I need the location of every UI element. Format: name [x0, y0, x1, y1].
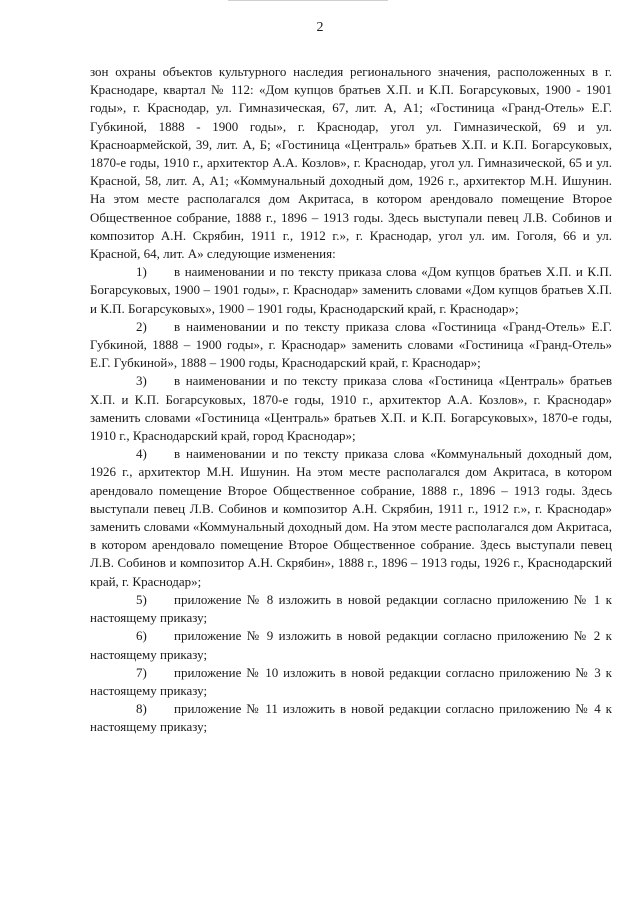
list-item: [90, 318, 612, 373]
list-item-text: приложение № 10 изложить в новой редакции согласно приложению № 3 к настоящему приказу;: [90, 664, 612, 698]
list-item-text: в наименовании и по тексту приказа слова «Гостиница «Гранд-Отель» Е.Г. Губкиной, 1888 – 1900 годы», г. Краснодар» заменить словами «Гостиница «Гранд-Отель» Е.Г. Губкиной», 1888 – 1900 годы, Краснодарский край, г. Краснодар»;: [90, 318, 612, 371]
list-item: [90, 700, 612, 736]
list-item-number: 6): [136, 628, 147, 644]
list-item-number: 1): [136, 264, 147, 280]
list-item-number: 2): [136, 318, 147, 334]
list-item-number: 3): [136, 373, 147, 389]
list-item-number: 7): [136, 664, 147, 680]
document-body: [90, 63, 612, 737]
list-item-text: приложение № 11 изложить в новой редакции согласно приложению № 4 к настоящему приказу;: [90, 701, 612, 735]
list-item-text: в наименовании и по тексту приказа слова «Гостиница «Централь» братьев Х.П. и К.П. Богарсуковых, 1870-е годы, 1910 г., архитектор А.А. Козлов», г. Краснодар» заменить словами «Гостиница «Централь» братьев Х.П. и К.П. Богарсуковых», 1870-е годы, 1910 г., Краснодарский край, город Краснодар»;: [90, 373, 612, 444]
list-item: [90, 263, 612, 318]
intro-paragraph: зон охраны объектов культурного наследия регионального значения, расположенных в г. Краснодаре, квартал № 112: «Дом купцов братьев Х.П. и К.П. Богарсуковых, 1900 - 1901 годы», г. Краснодар, ул. Гимназическая, 67, лит. А, А1; «Гостиница «Гранд-Отель» Е.Г. Губкиной, 1888 - 1900 годы», г. Краснодар, угол ул. Гимназической, 69 и ул. Красноармейской, 39, лит. А, Б; «Гостиница «Централь» братьев Х.П. и К.П. Богарсуковых, 1870-е годы, 1910 г., архитектор А.А. Козлов», г. Краснодар, угол ул. Гимназической, 65 и ул. Красной, 58, лит. А, А1; «Коммунальный доходный дом, 1926 г., архитектор М.Н. Ишунин. На этом месте располагался дом Акритаса, в котором арендовало помещение Второе Общественное собрание, 1888 г., 1896 – 1913 годы. Здесь выступали певец Л.В. Собинов и композитор А.Н. Скрябин, 1911 г., 1912 г.», г. Краснодар, угол ул. им. Гоголя, 66 и ул. Красной, 64, лит. А» следующие изменения:: [90, 64, 612, 262]
list-item-number: 5): [136, 591, 147, 607]
list-item: [90, 591, 612, 627]
list-item: [90, 372, 612, 445]
list-item-text: в наименовании и по тексту приказа слова «Коммунальный доходный дом, 1926 г., архитектор М.Н. Ишунин. На этом месте располагался дом Акритаса, в котором арендовало помещение Второе Общественное собрание, 1888 г., 1896 – 1913 годы. Здесь выступали певец Л.В. Собинов и композитор А.Н. Скрябин, 1911 г., 1912 г.», г. Краснодар» заменить словами «Коммунальный доходный дом. На этом месте располагался дом Акритаса, в котором арендовало помещение Второе Общественное собрание. Здесь выступали певец Л.В. Собинов и композитор А.Н. Скрябин», 1888 г., 1896 – 1913 годы, 1926 г., Краснодарский край, г. Краснодар»;: [90, 446, 612, 589]
list-item-number: 8): [136, 701, 147, 717]
list-item: [90, 445, 612, 591]
list-item-text: приложение № 9 изложить в новой редакции согласно приложению № 2 к настоящему приказу;: [90, 628, 612, 662]
list-item-text: в наименовании и по тексту приказа слова «Дом купцов братьев Х.П. и К.П. Богарсуковых, 1900 – 1901 годы», г. Краснодар» заменить словами «Дом купцов братьев Х.П. и К.П. Богарсуковых», 1900 – 1901 годы, Краснодарский край, г. Краснодар»;: [90, 264, 612, 316]
page-number: 2: [316, 20, 324, 35]
scan-edge-mark: [228, 0, 388, 1]
list-item-text: приложение № 8 изложить в новой редакции согласно приложению № 1 к настоящему приказу;: [90, 591, 612, 626]
list-item: [90, 664, 612, 700]
list-item: [90, 627, 612, 663]
list-item-number: 4): [136, 446, 147, 462]
